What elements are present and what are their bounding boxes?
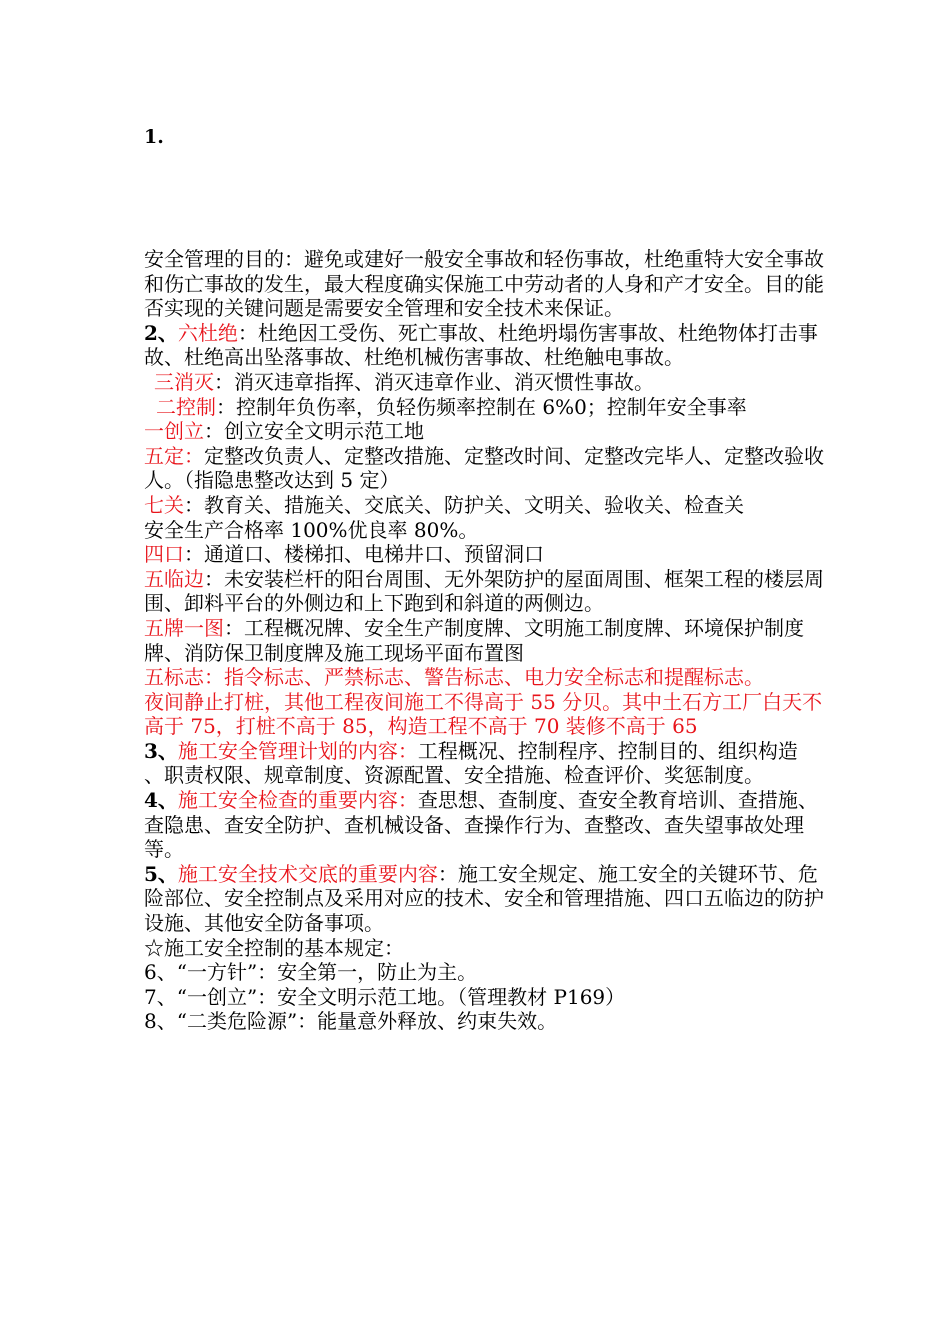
paragraph-safety-inspection xyxy=(144,788,824,862)
term-label: 五定： xyxy=(144,443,204,468)
term-label: 五临边 xyxy=(144,566,204,591)
paragraph-noise-limits xyxy=(144,690,824,739)
paragraph-five-fixes xyxy=(144,444,824,493)
item-number: 2、 xyxy=(144,320,178,345)
paragraph-text: 夜间静止打桩，其他工程夜间施工不得高于 55 分贝。其中土石方工厂白天不高于 75，打桩不高于 85，构造工程不高于 70 装修不高于 65 xyxy=(144,689,823,739)
term-label: 六杜绝 xyxy=(177,320,238,345)
paragraph-text: ：杜绝因工受伤、死亡事故、杜绝坍塌伤害事故、杜绝物体打击事故、杜绝高出坠落事故、杜绝机械伤害事故、杜绝触电事故。 xyxy=(144,320,818,370)
paragraph-one-creation xyxy=(144,419,824,444)
paragraph-text: ：创立安全文明示范工地 xyxy=(204,419,424,444)
paragraph-text: ☆施工安全控制的基本规定： xyxy=(144,935,404,960)
item-number: 4、 xyxy=(144,788,178,813)
paragraph-pass-rate xyxy=(144,518,824,543)
paragraph-text: 查思想、查制度、查安全教育培训、查措施、查隐患、查安全防护、查机械设备、查操作行为、查整改、查失望事故处理等。 xyxy=(144,788,818,862)
paragraph-text: 7、“一创立”：安全文明示范工地。（管理教材 P169） xyxy=(144,984,626,1009)
term-label: 三消灭 xyxy=(154,369,214,394)
paragraph-text: 安全管理的目的：避免或建好一般安全事故和轻伤事故，杜绝重特大安全事故和伤亡事故的发生，最大程度确实保施工中劳动者的人身和产才安全。目的能否实现的关键问题是需要安全管理和安全技术来保证。 xyxy=(144,247,824,321)
paragraph-seven-checkpoints xyxy=(144,493,824,518)
paragraph-text: 工程概况、控制程序、控制目的、组织构造 、职责权限、规章制度、资源配置、安全措施、检查评价、奖惩制度。 xyxy=(144,738,798,788)
paragraph-three-eliminations xyxy=(144,370,824,395)
term-label: 一创立 xyxy=(144,419,204,444)
term-label: 七关 xyxy=(144,492,184,517)
paragraph-one-policy xyxy=(144,960,824,985)
paragraph-six-eliminations xyxy=(144,321,824,370)
paragraph-hazard-sources xyxy=(144,1009,824,1034)
item-number: 3、 xyxy=(144,738,178,763)
paragraph-basic-rules xyxy=(144,936,824,961)
paragraph-text: ：未安装栏杆的阳台周围、无外架防护的屋面周围、框架工程的楼层周围、卸料平台的外侧边和上下跑到和斜道的两侧边。 xyxy=(144,566,824,616)
term-label: 施工安全管理计划的内容： xyxy=(177,738,418,763)
paragraph-text: 6、“一方针”：安全第一，防止为主。 xyxy=(144,960,478,985)
paragraph-one-creation-2 xyxy=(144,985,824,1010)
item-number: 5、 xyxy=(144,861,178,886)
paragraph-text: ：教育关、措施关、交底关、防护关、文明关、验收关、检查关 xyxy=(184,492,744,517)
paragraph-text: 8、“二类危险源”：能量意外释放、约束失效。 xyxy=(144,1009,558,1034)
paragraph-technical-briefing xyxy=(144,862,824,936)
paragraph-text: 安全生产合格率 100%优良率 80%。 xyxy=(144,517,479,542)
section-number: 1. xyxy=(144,126,164,148)
paragraph-text: 定整改负责人、定整改措施、定整改时间、定整改完毕人、定整改验收人。（指隐患整改达到 5 定） xyxy=(144,443,824,493)
paragraph-safety-plan xyxy=(144,739,824,788)
term-label: 施工安全检查的重要内容： xyxy=(177,788,418,813)
paragraph-four-openings xyxy=(144,542,824,567)
term-label: 二控制 xyxy=(156,394,216,419)
paragraph-text: ：消灭违章指挥、消灭违章作业、消灭惯性事故。 xyxy=(214,369,654,394)
paragraph-five-signs xyxy=(144,665,824,690)
term-label: 施工安全技术交底的重要内容 xyxy=(177,861,438,886)
paragraph-five-edges xyxy=(144,567,824,616)
paragraph-five-boards xyxy=(144,616,824,665)
paragraph-text: ：控制年负伤率，负轻伤频率控制在 6%0；控制年安全事率 xyxy=(216,394,747,419)
paragraph-text: 五标志：指令标志、严禁标志、警告标志、电力安全标志和提醒标志。 xyxy=(144,665,764,690)
paragraph-purpose xyxy=(144,247,824,321)
term-label: 五牌一图 xyxy=(144,615,224,640)
document-body xyxy=(144,247,824,1034)
paragraph-text: ：通道口、楼梯扣、电梯井口、预留洞口 xyxy=(184,542,544,567)
paragraph-text: ：施工安全规定、施工安全的关键环节、危险部位、安全控制点及采用对应的技术、安全和管理措施、四口五临边的防护设施、其他安全防备事项。 xyxy=(144,861,824,936)
paragraph-text: ：工程概况牌、安全生产制度牌、文明施工制度牌、环境保护制度牌、消防保卫制度牌及施工现场平面布置图 xyxy=(144,615,804,665)
term-label: 四口 xyxy=(144,542,184,567)
paragraph-two-controls xyxy=(144,395,824,420)
